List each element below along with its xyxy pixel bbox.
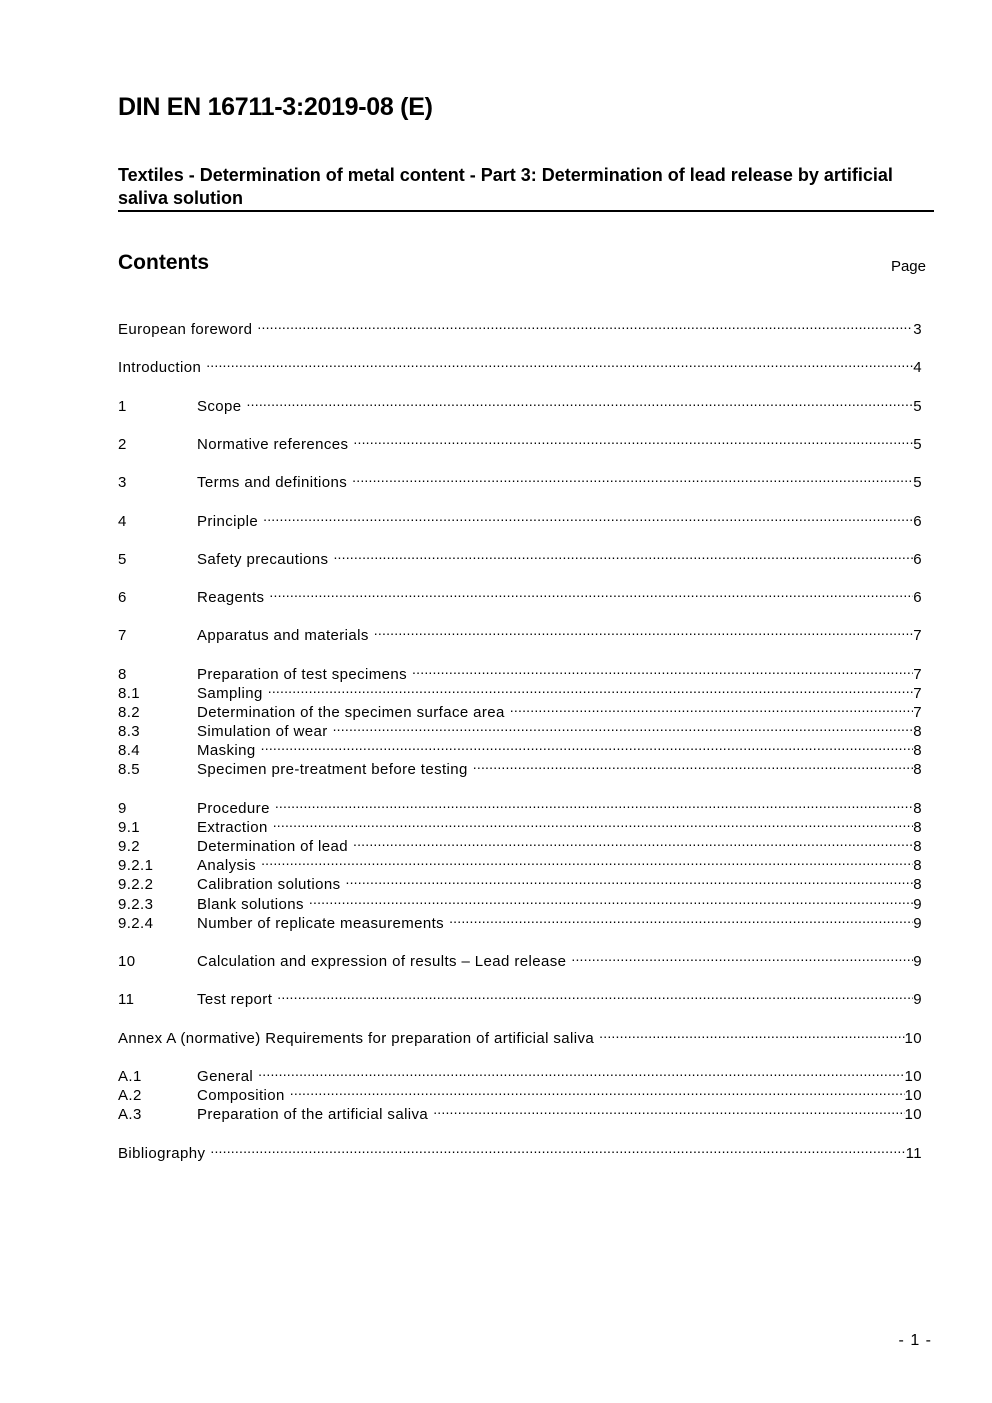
toc-entry[interactable]	[118, 832, 922, 855]
toc-entry-number: 10	[118, 953, 136, 970]
toc-entry-page: 11	[905, 1145, 922, 1162]
toc-entry-number: 8.2	[118, 704, 141, 721]
toc-entry[interactable]	[118, 755, 922, 778]
toc-entry-number: 8.4	[118, 742, 141, 759]
toc-entry[interactable]	[118, 621, 922, 644]
toc-entry-title: European foreword	[118, 321, 253, 338]
toc-entry-page: 6	[913, 513, 922, 530]
toc-dot-leader	[571, 947, 913, 966]
toc-entry-title: Calculation and expression of results – Lead release	[197, 953, 567, 970]
toc-dot-leader	[449, 909, 913, 928]
toc-entry-number: 8.5	[118, 761, 141, 778]
document-subtitle: Textiles - Determination of metal content - Part 3: Determination of lead release by artificial saliva solution	[118, 165, 893, 208]
toc-entry-page: 3	[913, 321, 922, 338]
toc-dot-leader	[263, 507, 913, 526]
toc-entry-number: 11	[118, 991, 135, 1008]
toc-entry-page: 7	[913, 685, 922, 702]
toc-entry[interactable]	[118, 583, 922, 606]
toc-dot-leader	[433, 1100, 904, 1119]
toc-entry[interactable]	[118, 1139, 922, 1162]
toc-entry-page: 9	[913, 953, 922, 970]
toc-entry-page: 9	[913, 991, 922, 1008]
toc-entry-page: 5	[913, 436, 922, 453]
page-column-heading: Page	[890, 258, 926, 275]
toc-entry-title: Annex A (normative) Requirements for preparation of artificial saliva	[118, 1030, 595, 1047]
toc-entry-number: A.3	[118, 1106, 142, 1123]
toc-entry[interactable]	[118, 736, 922, 759]
toc-entry-title: Safety precautions	[197, 551, 329, 568]
toc-entry[interactable]	[118, 468, 922, 491]
toc-entry-title: Blank solutions	[197, 896, 304, 913]
toc-entry-number: 2	[118, 436, 127, 453]
toc-entry-title: Number of replicate measurements	[197, 915, 445, 932]
toc-dot-leader	[353, 430, 913, 449]
toc-entry[interactable]	[118, 1062, 922, 1085]
toc-entry-title: Preparation of the artificial saliva	[197, 1106, 429, 1123]
toc-entry-title: Apparatus and materials	[197, 627, 369, 644]
toc-entry[interactable]	[118, 1081, 922, 1104]
toc-entry-page: 8	[913, 857, 922, 874]
toc-entry-title: Simulation of wear	[197, 723, 328, 740]
toc-entry[interactable]	[118, 1100, 922, 1123]
toc-entry-number: 9	[118, 800, 127, 817]
toc-entry[interactable]	[118, 985, 922, 1008]
toc-entry-title: Test report	[197, 991, 273, 1008]
toc-entry-title: Terms and definitions	[197, 474, 348, 491]
toc-dot-leader	[275, 794, 913, 813]
toc-entry-page: 8	[913, 838, 922, 855]
toc-entry[interactable]	[118, 794, 922, 817]
toc-entry[interactable]	[118, 890, 922, 913]
toc-entry-page: 7	[913, 627, 922, 644]
toc-entry-title: Normative references	[197, 436, 349, 453]
toc-entry-page: 8	[913, 723, 922, 740]
toc-entry[interactable]	[118, 430, 922, 453]
toc-entry-title: Bibliography	[118, 1145, 206, 1162]
toc-dot-leader	[345, 870, 913, 889]
toc-dot-leader	[333, 717, 914, 736]
toc-entry-page: 8	[913, 876, 922, 893]
toc-entry-number: 9.2.2	[118, 876, 154, 893]
contents-heading: Contents	[118, 251, 209, 274]
toc-dot-leader	[599, 1024, 904, 1043]
toc-entry-page: 8	[913, 819, 922, 836]
toc-entry-title: Determination of lead	[197, 838, 348, 855]
toc-entry-page: 5	[913, 474, 922, 491]
toc-entry-number: 9.2.1	[118, 857, 154, 874]
toc-dot-leader	[206, 353, 913, 372]
toc-entry[interactable]	[118, 315, 922, 338]
table-of-contents	[118, 0, 922, 1403]
toc-entry[interactable]	[118, 947, 922, 970]
toc-dot-leader	[277, 985, 913, 1004]
toc-entry[interactable]	[118, 698, 922, 721]
toc-dot-leader	[353, 832, 913, 851]
toc-entry-page: 8	[913, 761, 922, 778]
toc-dot-leader	[261, 851, 913, 870]
toc-entry-number: 4	[118, 513, 127, 530]
toc-entry[interactable]	[118, 545, 922, 568]
toc-entry-title: Sampling	[197, 685, 263, 702]
toc-entry[interactable]	[118, 1024, 922, 1047]
toc-dot-leader	[473, 755, 913, 774]
toc-entry-title: Procedure	[197, 800, 270, 817]
toc-entry-page: 8	[913, 800, 922, 817]
toc-entry-page: 10	[904, 1087, 922, 1104]
toc-entry-number: 9.2	[118, 838, 141, 855]
document-title: DIN EN 16711-3:2019-08 (E)	[118, 93, 433, 121]
toc-entry-number: 9.1	[118, 819, 141, 836]
toc-dot-leader	[258, 1062, 904, 1081]
toc-entry-page: 10	[904, 1030, 922, 1047]
toc-entry-page: 9	[913, 896, 922, 913]
toc-entry-number: 5	[118, 551, 127, 568]
toc-entry-title: Preparation of test specimens	[197, 666, 408, 683]
toc-dot-leader	[210, 1139, 905, 1158]
toc-entry-number: 8.1	[118, 685, 141, 702]
toc-dot-leader	[352, 468, 913, 487]
toc-entry-page: 6	[913, 589, 922, 606]
toc-entry-page: 9	[913, 915, 922, 932]
toc-entry[interactable]	[118, 679, 922, 702]
toc-entry-number: A.2	[118, 1087, 142, 1104]
toc-entry-title: Determination of the specimen surface area	[197, 704, 505, 721]
toc-entry-number: 9.2.3	[118, 896, 154, 913]
toc-entry-title: Calibration solutions	[197, 876, 341, 893]
toc-entry-title: Masking	[197, 742, 256, 759]
toc-entry-title: Composition	[197, 1087, 285, 1104]
toc-dot-leader	[309, 890, 913, 909]
toc-entry-number: A.1	[118, 1068, 142, 1085]
toc-dot-leader	[261, 736, 914, 755]
toc-entry[interactable]	[118, 660, 922, 683]
toc-entry-page: 5	[913, 398, 922, 415]
toc-entry[interactable]	[118, 717, 922, 740]
toc-dot-leader	[268, 679, 914, 698]
toc-entry-title: Specimen pre-treatment before testing	[197, 761, 468, 778]
toc-dot-leader	[269, 583, 913, 602]
toc-entry-title: General	[197, 1068, 254, 1085]
toc-entry-title: Principle	[197, 513, 259, 530]
toc-dot-leader	[273, 813, 914, 832]
toc-entry-page: 6	[913, 551, 922, 568]
toc-entry[interactable]	[118, 507, 922, 530]
toc-entry-page: 10	[904, 1106, 922, 1123]
toc-entry[interactable]	[118, 813, 922, 836]
toc-entry-number: 9.2.4	[118, 915, 154, 932]
toc-entry[interactable]	[118, 909, 922, 932]
toc-entry-page: 10	[904, 1068, 922, 1085]
toc-dot-leader	[510, 698, 913, 717]
page-number: - 1 -	[898, 1332, 932, 1349]
toc-entry-page: 8	[913, 742, 922, 759]
toc-dot-leader	[247, 392, 914, 411]
toc-entry-number: 3	[118, 474, 127, 491]
toc-entry[interactable]	[118, 353, 922, 376]
toc-dot-leader	[374, 621, 913, 640]
toc-entry-page: 7	[913, 666, 922, 683]
toc-dot-leader	[257, 315, 913, 334]
toc-entry-number: 6	[118, 589, 127, 606]
toc-entry-number: 1	[118, 398, 127, 415]
toc-entry-number: 7	[118, 627, 127, 644]
toc-dot-leader	[290, 1081, 905, 1100]
toc-entry-title: Introduction	[118, 359, 202, 376]
toc-entry-title: Analysis	[197, 857, 257, 874]
toc-dot-leader	[333, 545, 913, 564]
toc-entry-title: Scope	[197, 398, 242, 415]
toc-dot-leader	[412, 660, 913, 679]
toc-entry-page: 7	[913, 704, 922, 721]
toc-entry-page: 4	[913, 359, 922, 376]
toc-entry[interactable]	[118, 851, 922, 874]
toc-entry-number: 8	[118, 666, 127, 683]
toc-entry-number: 8.3	[118, 723, 141, 740]
toc-entry-title: Reagents	[197, 589, 265, 606]
toc-entry-title: Extraction	[197, 819, 268, 836]
toc-entry[interactable]	[118, 870, 922, 893]
toc-entry[interactable]	[118, 392, 922, 415]
